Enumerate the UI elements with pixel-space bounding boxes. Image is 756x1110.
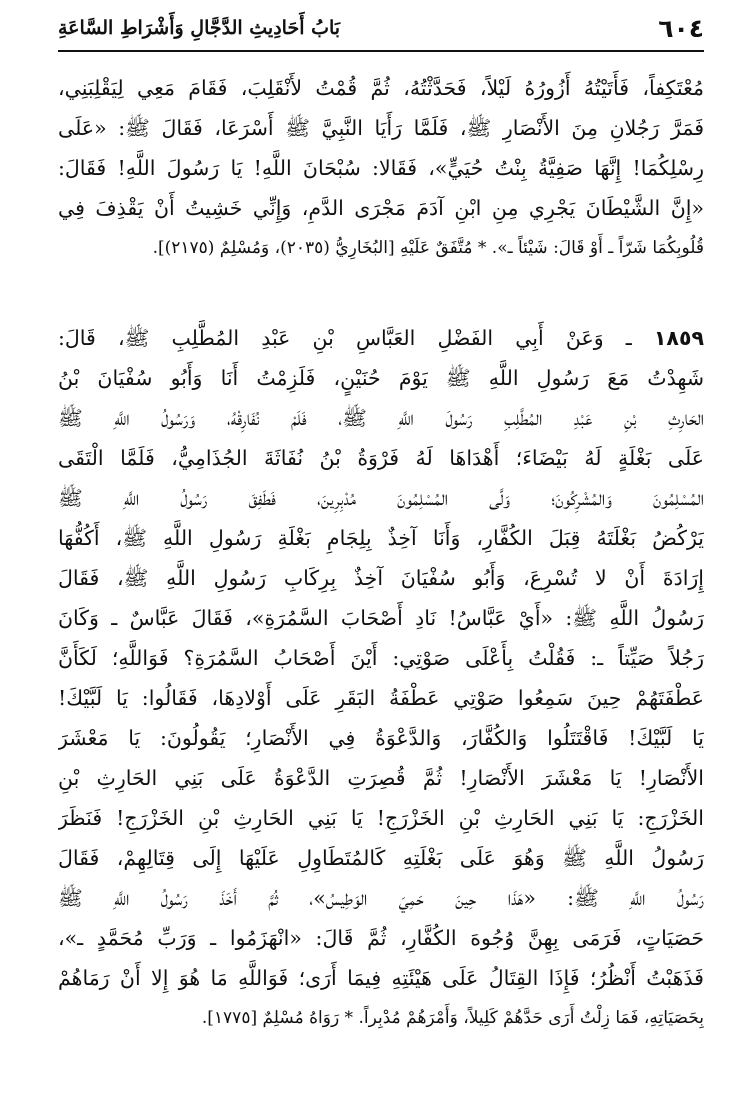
text-line: فَمَرَّ رَجُلانِ مِنَ الأَنْصَارِ ﷺ، فَلَمَّا رَأَيَا النَّبِيَّ ﷺ أَسْرَعَا، فَقَالَ ﷺ: «عَلَى <box>58 116 704 140</box>
text-line: رَجُلاً صَيِّتاً ـ: فَقُلْتُ بِأَعْلَى صَوْتِي: أَيْنَ أَصْحَابُ السَّمُرَةِ؟ فَوَاللَّهِ؛ لَكَأَنَّ <box>58 646 704 670</box>
text-line: حَصَيَاتٍ، فَرَمَى بِهِنَّ وُجُوهَ الكُفَّارِ، ثُمَّ قَالَ: «انْهَزَمُوا ـ وَرَبِّ مُحَمَّدٍ ـ»، <box>58 926 704 950</box>
running-title: بَابُ أَحَادِيثِ الدَّجَّالِ وَأَشْرَاطِ السَّاعَةِ <box>58 17 341 39</box>
page-header <box>58 10 704 46</box>
text-line: يَرْكُضُ بَغْلَتَهُ قِبَلَ الكُفَّارِ، وَأَنَا آخِذٌ بِلِجَامِ بَغْلَةِ رَسُولِ اللَّهِ ﷺ، أَكُفُّهَا <box>58 526 704 550</box>
text-line-with-reference: بِحَصَيَاتِهِ، فَمَا زِلْتُ أَرَى حَدَّهُمْ كَلِيلاً، وَأَمْرَهُمْ مُدْبِراً. * رَوَاهُ مُسْلِمٌ [١٧٧٥]. <box>201 1008 704 1028</box>
text-line: الحَارِثِ بْنِ عَبْدِ المُطَّلِبِ رَسُولَ اللَّهِ ﷺ، فَلَمْ نُفَارِقْهُ، وَرَسُولُ اللَّهِ ﷺ <box>58 406 704 430</box>
paragraph-hadith-continuation <box>58 68 704 268</box>
text-line: يَا لَبَّيْكَ! فَاقْتَتَلُوا وَالكُفَّارَ، وَالدَّعْوَةُ فِي الأَنْصَارِ؛ يَقُولُونَ: يَا مَعْشَرَ <box>58 726 704 750</box>
text-line: رَسُولُ اللَّهِ ﷺ: «أَيْ عَبَّاسُ! نَادِ أَصْحَابَ السَّمُرَةِ»، فَقَالَ عَبَّاسٌ ـ وَكَانَ <box>58 606 704 630</box>
text-line: شَهِدْتُ مَعَ رَسُولِ اللَّهِ ﷺ يَوْمَ حُنَيْنٍ، فَلَزِمْتُ أَنَا وَأَبُو سُفْيَانَ بْنُ <box>58 366 704 390</box>
text-line: فَذَهَبْتُ أَنْظُرُ؛ فَإِذَا القِتَالُ عَلَى هَيْئَتِهِ فِيمَا أَرَى؛ فَوَاللَّهِ مَا هُوَ إِلا أَنْ رَمَاهُمْ <box>58 966 704 990</box>
text-line: رِسْلِكُمَا! إِنَّهَا صَفِيَّةُ بِنْتُ حُيَيٍّ»، فَقَالا: سُبْحَانَ اللَّهِ! يَا رَسُولَ اللَّهِ! فَقَالَ: <box>58 156 704 180</box>
text-line: «إِنَّ الشَّيْطَانَ يَجْرِي مِنِ ابْنِ آدَمَ مَجْرَى الدَّمِ، وَإِنِّي خَشِيتُ أَنْ يَقْذِفَ فِي <box>58 196 704 220</box>
text-line: الخَزْرَجِ: يَا بَنِي الحَارِثِ بْنِ الخَزْرَجِ! يَا بَنِي الحَارِثِ بْنِ الخَزْرَجِ! فَنَظَرَ <box>58 806 704 830</box>
text-line: إِرَادَةَ أَنْ لا تُسْرِعَ، وَأَبُو سُفْيَانَ آخِذٌ بِرِكَابِ رَسُولِ اللَّهِ ﷺ، فَقَالَ <box>58 566 704 590</box>
text-line: رَسُولُ اللَّهِ ﷺ وَهُوَ عَلَى بَغْلَتِهِ كَالمُتَطَاوِلِ عَلَيْهَا إِلَى قِتَالِهِمْ، فَقَالَ <box>58 846 704 870</box>
hadith-number: ١٨٥٩ <box>653 326 704 350</box>
text-line: عَلَى بَغْلَةٍ لَهُ بَيْضَاءَ؛ أَهْدَاهَا لَهُ فَرْوَةُ بْنُ نُفَاثَةَ الجُذَامِيُّ، فَلَمَّا الْتَقَى <box>58 446 704 470</box>
text-line: الأَنْصَارِ! يَا مَعْشَرَ الأَنْصَارِ! ثُمَّ قُصِرَتِ الدَّعْوَةُ عَلَى بَنِي الحَارِثِ بْنِ <box>58 766 704 790</box>
page-number: ٦٠٤ <box>658 13 704 43</box>
hadith-opening-text: ـ وَعَنْ أَبِي الفَضْلِ العَبَّاسِ بْنِ عَبْدِ المُطَّلِبِ ﷺ، قَالَ: <box>58 326 632 350</box>
text-line: مُعْتَكِفاً، فَأَتَيْتُهُ أَزُورُهُ لَيْلاً، فَحَدَّثْتُهُ، ثُمَّ قُمْتُ لأَنْقَلِبَ، فَقَامَ مَعِي لِيَقْلِبَنِي، <box>58 76 704 100</box>
text-line: رَسُولُ اللَّهِ ﷺ: «هَذَا حِينَ حَمِيَ الوَطِيسُ»، ثُمَّ أَخَذَ رَسُولُ اللَّهِ ﷺ <box>58 886 704 910</box>
paragraph-hadith-1859 <box>58 318 704 1038</box>
text-line-first <box>58 318 704 358</box>
header-divider <box>58 50 704 52</box>
text-line-with-reference: قُلُوبِكُمَا شَرّاً ـ أَوْ قَالَ: شَيْئاً ـ». * مُتَّفَقٌ عَلَيْهِ [البُخَارِيُّ (٢٠٣٥)، وَمُسْلِمٌ (٢١٧٥)]. <box>152 238 704 258</box>
text-line: المُسْلِمُونَ وَالمُشْرِكُونَ؛ وَلَّى المُسْلِمُونَ مُدْبِرِينَ، فَطَفِقَ رَسُولُ اللَّهِ ﷺ <box>58 486 704 510</box>
text-line: عَطْفَتَهُمْ حِينَ سَمِعُوا صَوْتِي عَطْفَةُ البَقَرِ عَلَى أَوْلادِهَا، فَقَالُوا: يَا لَبَّيْكَ! <box>58 686 704 710</box>
